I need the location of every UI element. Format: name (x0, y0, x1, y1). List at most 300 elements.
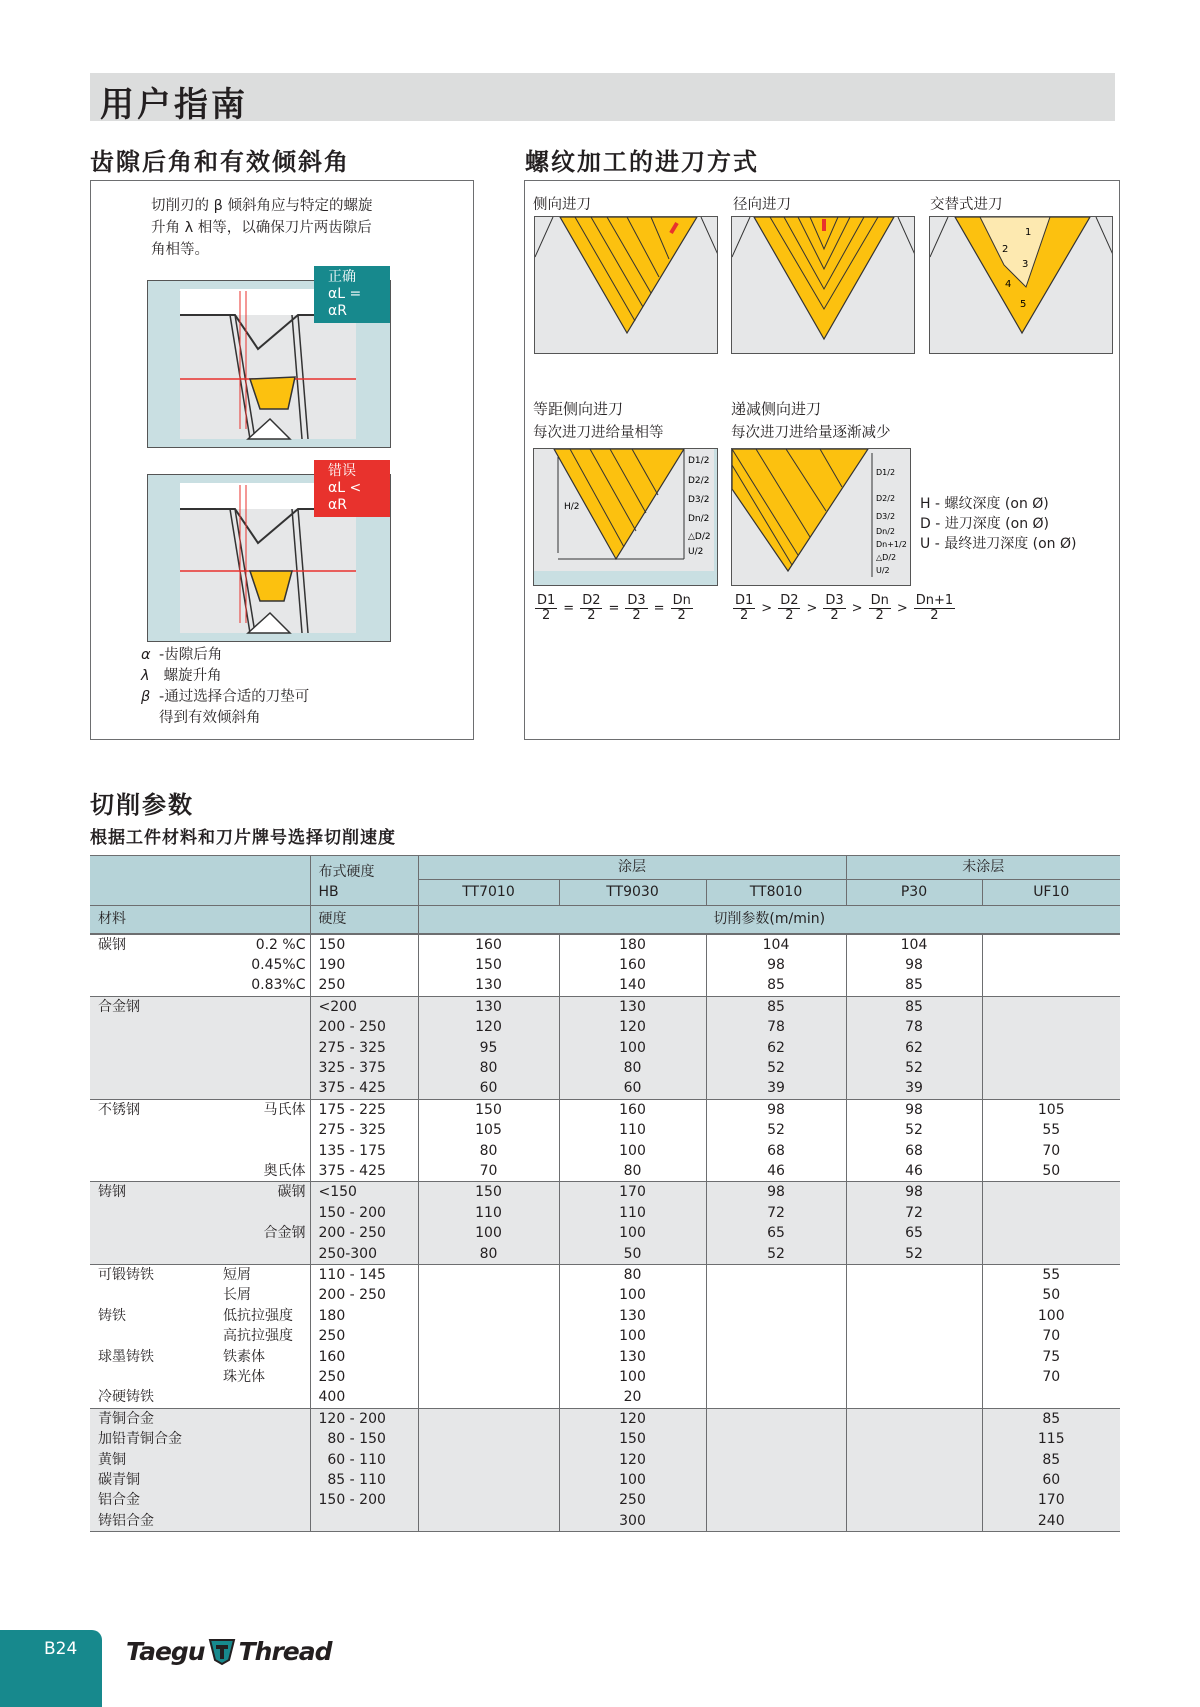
hardness-unit: HB (318, 884, 339, 900)
cutting-speed-table (90, 855, 1120, 1532)
correct-diagram (147, 269, 391, 448)
hardness-cell: 275 - 325 (310, 1038, 418, 1058)
material-cell: 铝合金 (90, 1490, 215, 1510)
speed-cell: 39 (706, 1078, 846, 1099)
frac-num: D1 (735, 593, 754, 608)
speed-cell (982, 1078, 1120, 1099)
operator: > (851, 601, 863, 616)
brand-shield-icon (207, 1636, 237, 1666)
speed-cell: 78 (846, 1017, 982, 1037)
speed-cell: 98 (846, 1099, 982, 1120)
speed-cell: 130 (559, 996, 706, 1017)
alternating-infeed-icon (930, 217, 1113, 354)
frac-den: 2 (632, 608, 641, 623)
clearance-heading: 齿隙后角和有效倾斜角 (90, 148, 350, 176)
speed-cell: 105 (418, 1120, 559, 1140)
svg-text:D3/2: D3/2 (688, 495, 710, 505)
frac-num: Dn (672, 593, 691, 608)
table-row (90, 1347, 1120, 1367)
header-uncoated: 未涂层 (846, 856, 1120, 880)
hardness-cell: 200 - 250 (310, 1223, 418, 1243)
clearance-legend (141, 645, 309, 729)
speed-cell (846, 1408, 982, 1429)
speed-cell (846, 1265, 982, 1286)
speed-cell (846, 1326, 982, 1346)
speed-cell: 50 (982, 1285, 1120, 1305)
material-cell (90, 1017, 215, 1037)
frac-den: 2 (587, 608, 596, 623)
speed-cell (418, 1347, 559, 1367)
speed-cell: 100 (982, 1306, 1120, 1326)
speed-cell: 68 (706, 1141, 846, 1161)
intro-line: 角相等。 (151, 242, 209, 258)
infeed-heading: 螺纹加工的进刀方式 (525, 148, 759, 176)
table-row (90, 1058, 1120, 1078)
hardness-cell: 375 - 425 (310, 1161, 418, 1182)
hardness-cell: 60 - 110 (310, 1450, 418, 1470)
speed-cell: 170 (982, 1490, 1120, 1510)
table-row (90, 1387, 1120, 1408)
hardness-cell: 85 - 110 (310, 1470, 418, 1490)
material-cell: 球墨铸铁 (98, 1348, 154, 1365)
legend-symbol: λ (141, 668, 150, 684)
table-row (90, 934, 1120, 955)
wrong-diagram (147, 463, 391, 642)
speed-cell: 65 (846, 1223, 982, 1243)
frac-num: Dn+1 (915, 593, 954, 608)
table-row (90, 996, 1120, 1017)
flank-infeed-icon (535, 217, 718, 354)
speed-cell (982, 1017, 1120, 1037)
clearance-intro (151, 195, 411, 261)
speed-cell (846, 1429, 982, 1449)
header-hardness-col: 硬度 (310, 906, 418, 934)
decreasing-infeed-diagram (731, 448, 911, 586)
material-subtype-cell: 铁素体 (223, 1348, 265, 1365)
hardness-cell: 400 (310, 1387, 418, 1408)
speed-cell: 250 (559, 1490, 706, 1510)
speed-cell (706, 1429, 846, 1449)
constant-subtitle: 每次进刀进给量相等 (533, 425, 664, 441)
speed-cell (846, 1490, 982, 1510)
material-cell (90, 1203, 215, 1223)
frac-den: 2 (740, 608, 749, 623)
radial-infeed-icon (732, 217, 915, 354)
material-cell (90, 1161, 215, 1182)
material-group (90, 934, 1120, 997)
speed-cell (706, 1306, 846, 1326)
table-row (90, 1490, 1120, 1510)
svg-text:Dn/2: Dn/2 (876, 527, 896, 536)
brand-left: Taegu (126, 1636, 205, 1666)
speed-cell (982, 975, 1120, 996)
operator: = (563, 601, 575, 616)
infeed-definitions (920, 494, 1076, 554)
material-cell: 碳青铜 (90, 1470, 215, 1490)
material-group (90, 1408, 1120, 1531)
speed-cell: 104 (706, 934, 846, 955)
hardness-cell: 200 - 250 (310, 1285, 418, 1305)
hardness-cell: 250 (310, 1367, 418, 1387)
speed-cell (418, 1285, 559, 1305)
speed-cell: 170 (559, 1182, 706, 1203)
speed-cell: 65 (706, 1223, 846, 1243)
brand-logo (126, 1636, 332, 1666)
speed-cell: 60 (418, 1078, 559, 1099)
speed-cell: 60 (982, 1470, 1120, 1490)
table-row (90, 1450, 1120, 1470)
method-label: 交替式进刀 (930, 197, 1003, 213)
speed-cell: 110 (559, 1203, 706, 1223)
material-subtype-cell: 马氏体 (215, 1099, 310, 1120)
speed-cell: 85 (706, 975, 846, 996)
frac-den: 2 (542, 608, 551, 623)
legend-text: -齿隙后角 (159, 647, 223, 663)
material-subtype-cell (215, 1511, 310, 1532)
material-cell: 铸钢 (90, 1182, 215, 1203)
material-subtype-cell (215, 1120, 310, 1140)
table-row (90, 1203, 1120, 1223)
flank-infeed-diagram (534, 216, 718, 354)
frac-num: D2 (780, 593, 799, 608)
speed-cell (418, 1490, 559, 1510)
hardness-cell: 250 (310, 975, 418, 996)
speed-cell (706, 1326, 846, 1346)
speed-cell (418, 1450, 559, 1470)
speed-cell (706, 1387, 846, 1408)
legend-text: 螺旋升角 (159, 668, 222, 684)
frac-den: 2 (677, 608, 686, 623)
speed-cell: 98 (706, 1099, 846, 1120)
method-label: 径向进刀 (733, 197, 791, 213)
radial-infeed-diagram (731, 216, 915, 354)
speed-cell (418, 1511, 559, 1532)
speed-cell: 62 (706, 1038, 846, 1058)
table-row (90, 1141, 1120, 1161)
hardness-cell: 80 - 150 (310, 1429, 418, 1449)
speed-cell: 130 (559, 1306, 706, 1326)
speed-cell: 80 (559, 1265, 706, 1286)
page-title-bar (90, 73, 1115, 125)
speed-cell (846, 1306, 982, 1326)
hardness-cell: 120 - 200 (310, 1408, 418, 1429)
definition-d: D - 进刀深度 (on Ø) (920, 516, 1050, 532)
tag-title: 正确 (328, 269, 356, 285)
speed-cell: 120 (418, 1017, 559, 1037)
speed-cell: 80 (418, 1244, 559, 1265)
frac-den: 2 (830, 608, 839, 623)
material-subtype-cell: 低抗拉强度 (223, 1307, 293, 1324)
speed-cell (706, 1470, 846, 1490)
speed-cell: 60 (559, 1078, 706, 1099)
decreasing-title: 递减侧向进刀 (731, 400, 822, 418)
page-number-tab (0, 1630, 102, 1707)
speed-cell: 85 (982, 1450, 1120, 1470)
speed-cell: 100 (559, 1141, 706, 1161)
material-cell: 不锈钢 (90, 1099, 215, 1120)
legend-item (141, 708, 309, 729)
speed-cell: 52 (706, 1058, 846, 1078)
decreasing-formula (733, 594, 955, 623)
speed-cell (982, 1244, 1120, 1265)
speed-cell (982, 1182, 1120, 1203)
speed-cell: 100 (418, 1223, 559, 1243)
speed-cell (846, 1285, 982, 1305)
operator: = (653, 601, 665, 616)
table-row (90, 1367, 1120, 1387)
material-subtype-cell: 合金钢 (215, 1223, 310, 1243)
wrong-tag (314, 460, 390, 517)
speed-cell: 46 (706, 1161, 846, 1182)
speed-cell: 104 (846, 934, 982, 955)
speed-cell: 68 (846, 1141, 982, 1161)
header-coated: 涂层 (418, 856, 846, 880)
frac-num: D3 (825, 593, 844, 608)
material-subtype-cell: 0.83%C (251, 977, 306, 994)
table-row (90, 975, 1120, 996)
operator: > (896, 601, 908, 616)
speed-cell (418, 1306, 559, 1326)
page-title: 用户指南 (100, 85, 248, 125)
speed-cell (418, 1367, 559, 1387)
material-cell: 铸铁 (98, 1307, 126, 1324)
clearance-box (90, 180, 474, 740)
hardness-cell: 325 - 375 (310, 1058, 418, 1078)
header-grade: TT9030 (559, 880, 706, 906)
material-group (90, 1182, 1120, 1265)
hardness-cell: 190 (310, 955, 418, 975)
speed-cell (706, 1367, 846, 1387)
svg-text:D1/2: D1/2 (688, 456, 710, 466)
speed-cell: 120 (559, 1408, 706, 1429)
speed-cell (418, 1265, 559, 1286)
definition-h: H - 螺纹深度 (on Ø) (920, 496, 1049, 512)
material-subtype-cell: 长屑 (223, 1287, 251, 1304)
speed-cell (982, 1223, 1120, 1243)
alternating-infeed-diagram (929, 216, 1113, 354)
svg-text:△D/2: △D/2 (688, 532, 711, 542)
speed-cell: 70 (982, 1141, 1120, 1161)
hardness-cell: 250-300 (310, 1244, 418, 1265)
table-row (90, 1099, 1120, 1120)
hardness-label: 布式硬度 (318, 864, 375, 880)
material-group (90, 996, 1120, 1099)
table-row (90, 1244, 1120, 1265)
speed-cell: 70 (982, 1367, 1120, 1387)
decreasing-subtitle: 每次进刀进给量逐渐减少 (731, 425, 891, 441)
header-material: 材料 (90, 906, 310, 934)
material-cell (90, 1078, 215, 1099)
speed-cell: 100 (559, 1470, 706, 1490)
constant-formula (535, 594, 693, 623)
legend-text: -通过选择合适的刀垫可 (159, 689, 310, 705)
material-subtype-cell (215, 1017, 310, 1037)
speed-cell: 150 (418, 955, 559, 975)
header-grade: UF10 (982, 880, 1120, 906)
frac-den: 2 (785, 608, 794, 623)
method-label: 侧向进刀 (533, 197, 591, 213)
speed-cell: 55 (982, 1120, 1120, 1140)
speed-cell: 80 (559, 1161, 706, 1182)
intro-line: 升角 λ 相等，以确保刀片两齿隙后 (151, 220, 372, 236)
hardness-cell: <200 (310, 996, 418, 1017)
speed-cell: 160 (559, 1099, 706, 1120)
speed-cell: 78 (706, 1017, 846, 1037)
legend-symbol: β (141, 689, 151, 705)
svg-text:D2/2: D2/2 (876, 494, 896, 503)
speed-cell (982, 996, 1120, 1017)
speed-cell (418, 1408, 559, 1429)
speed-cell (982, 1203, 1120, 1223)
tag-formula: αL < αR (328, 480, 362, 513)
speed-cell: 39 (846, 1078, 982, 1099)
material-subtype-cell (215, 1490, 310, 1510)
speed-cell: 50 (982, 1161, 1120, 1182)
material-subtype-cell (215, 1408, 310, 1429)
frac-den: 2 (930, 608, 939, 623)
correct-tag (314, 266, 390, 323)
hardness-cell: 375 - 425 (310, 1078, 418, 1099)
speed-cell: 105 (982, 1099, 1120, 1120)
material-cell (90, 1326, 215, 1346)
constant-infeed-icon (534, 449, 718, 586)
material-cell (90, 1367, 215, 1387)
speed-cell (418, 1470, 559, 1490)
speed-cell: 70 (982, 1326, 1120, 1346)
speed-cell (982, 1387, 1120, 1408)
material-subtype-cell (215, 1058, 310, 1078)
speed-cell: 98 (846, 955, 982, 975)
material-subtype-cell: 碳钢 (215, 1182, 310, 1203)
speed-cell: 160 (418, 934, 559, 955)
speed-cell: 46 (846, 1161, 982, 1182)
speed-cell: 52 (706, 1244, 846, 1265)
speed-cell: 100 (559, 1285, 706, 1305)
speed-cell: 180 (559, 934, 706, 955)
hardness-cell: 175 - 225 (310, 1099, 418, 1120)
material-group (90, 1265, 1120, 1409)
speed-cell: 80 (418, 1141, 559, 1161)
material-cell: 铸铝合金 (90, 1511, 215, 1532)
svg-text:H/2: H/2 (564, 502, 580, 512)
speed-cell: 72 (846, 1203, 982, 1223)
svg-text:U/2: U/2 (688, 547, 704, 557)
speed-cell (706, 1408, 846, 1429)
speed-cell (706, 1265, 846, 1286)
svg-text:4: 4 (1005, 279, 1012, 290)
table-row (90, 1326, 1120, 1346)
material-cell (90, 1141, 215, 1161)
speed-cell (706, 1450, 846, 1470)
legend-item (141, 666, 309, 687)
speed-cell: 100 (559, 1326, 706, 1346)
speed-cell: 52 (706, 1120, 846, 1140)
material-subtype-cell (215, 1038, 310, 1058)
speed-cell: 95 (418, 1038, 559, 1058)
svg-text:Dn+1/2: Dn+1/2 (876, 540, 907, 549)
svg-text:U/2: U/2 (876, 566, 890, 575)
material-subtype-cell (215, 1141, 310, 1161)
operator: = (608, 601, 620, 616)
material-cell (90, 1120, 215, 1140)
speed-cell (846, 1470, 982, 1490)
speed-cell (706, 1285, 846, 1305)
speed-cell: 85 (982, 1408, 1120, 1429)
hardness-cell: 160 (310, 1347, 418, 1367)
speed-cell: 120 (559, 1450, 706, 1470)
constant-infeed-diagram (533, 448, 718, 586)
speed-cell (706, 1490, 846, 1510)
svg-text:D1/2: D1/2 (876, 468, 896, 477)
speed-cell: 240 (982, 1511, 1120, 1532)
material-subtype-cell (215, 1470, 310, 1490)
speed-cell (982, 1038, 1120, 1058)
speed-cell: 150 (559, 1429, 706, 1449)
material-cell (90, 1038, 215, 1058)
material-cell: 加铅青铜合金 (90, 1429, 215, 1449)
operator: > (761, 601, 773, 616)
constant-title: 等距侧向进刀 (533, 400, 624, 418)
speed-cell (846, 1367, 982, 1387)
speed-cell: 98 (846, 1182, 982, 1203)
material-subtype-cell (215, 1203, 310, 1223)
speed-cell: 52 (846, 1120, 982, 1140)
frac-den: 2 (875, 608, 884, 623)
hardness-cell: 275 - 325 (310, 1120, 418, 1140)
speed-cell: 130 (559, 1347, 706, 1367)
svg-text:D3/2: D3/2 (876, 512, 896, 521)
material-cell (90, 955, 215, 975)
hardness-cell: 110 - 145 (310, 1265, 418, 1286)
hardness-cell: 250 (310, 1326, 418, 1346)
legend-item (141, 645, 309, 666)
svg-text:5: 5 (1020, 299, 1027, 310)
material-cell: 合金钢 (90, 996, 215, 1017)
hardness-cell: <150 (310, 1182, 418, 1203)
material-group (90, 1099, 1120, 1182)
legend-item (141, 687, 309, 708)
speed-cell: 80 (418, 1058, 559, 1078)
header-params: 切削参数(m/min) (418, 906, 1120, 934)
material-cell: 冷硬铸铁 (98, 1389, 154, 1406)
svg-text:△D/2: △D/2 (876, 553, 897, 562)
speed-cell (846, 1450, 982, 1470)
material-subtype-cell (215, 1387, 310, 1408)
speed-cell: 150 (418, 1182, 559, 1203)
material-subtype-cell (215, 1244, 310, 1265)
hardness-cell: 150 (310, 934, 418, 955)
speed-cell: 80 (559, 1058, 706, 1078)
table-row (90, 1265, 1120, 1286)
header-grade: TT8010 (706, 880, 846, 906)
speed-cell: 70 (418, 1161, 559, 1182)
speed-cell: 130 (418, 975, 559, 996)
table-row (90, 1306, 1120, 1326)
speed-cell: 75 (982, 1347, 1120, 1367)
speed-cell: 100 (559, 1367, 706, 1387)
table-row (90, 1120, 1120, 1140)
hardness-cell: 150 - 200 (310, 1203, 418, 1223)
frac-num: D2 (582, 593, 601, 608)
tag-formula: αL = αR (328, 286, 362, 319)
legend-text: 得到有效倾斜角 (159, 710, 261, 726)
speed-cell: 110 (418, 1203, 559, 1223)
speed-cell (846, 1347, 982, 1367)
table-row (90, 1078, 1120, 1099)
material-cell: 可锻铸铁 (90, 1265, 215, 1286)
speed-cell (706, 1347, 846, 1367)
table-row (90, 1429, 1120, 1449)
